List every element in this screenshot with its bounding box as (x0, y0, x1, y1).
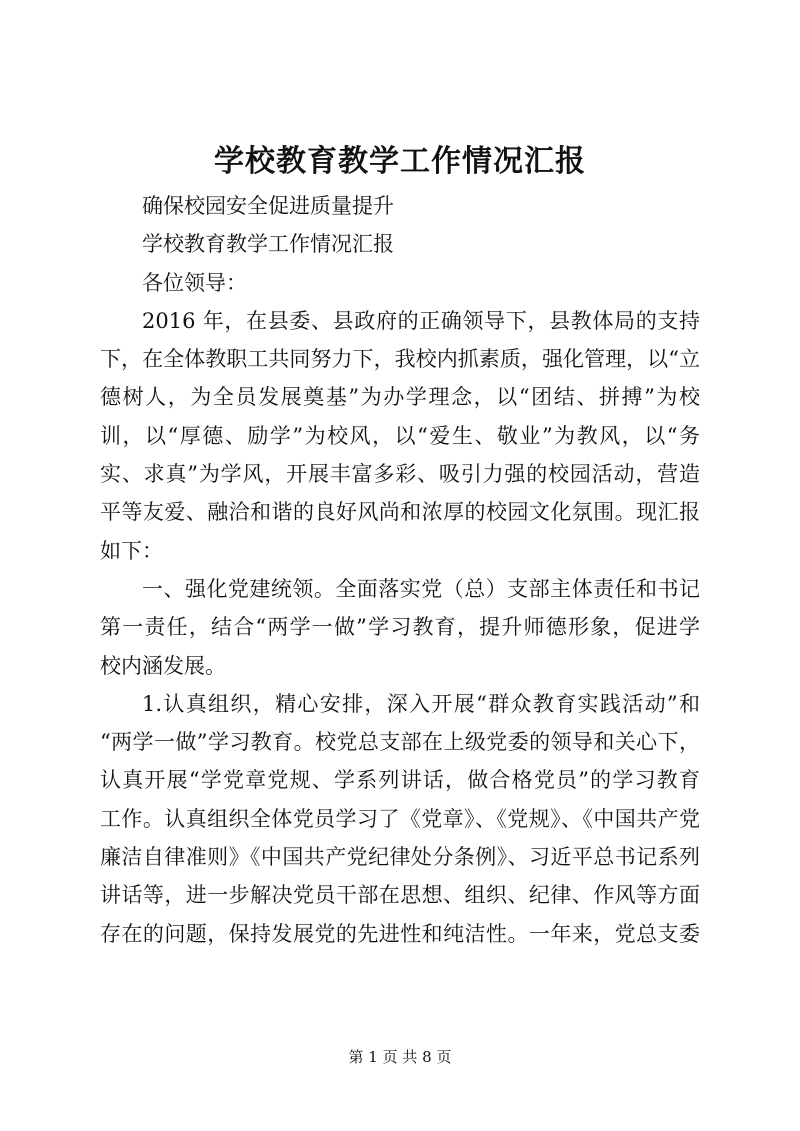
salutation-line: 各位领导： (142, 270, 247, 295)
paragraph-line: 下，在全体教职工共同努力下，我校内抓素质，强化管理，以“立 (100, 347, 700, 372)
paragraph-line: 讲话等，进一步解决党员干部在思想、组织、纪律、作风等方面 (100, 883, 700, 908)
report-title-line: 学校教育教学工作情况汇报 (142, 232, 394, 257)
paragraph-line: 德树人，为全员发展奠基”为办学理念，以“团结、拼搏”为校 (100, 385, 700, 410)
paragraph-line: 工作。认真组织全体党员学习了《党章》、《党规》、《中国共产党 (100, 806, 700, 831)
paragraph-line: 训，以“厚德、励学”为校风，以“爱生、敬业”为教风，以“务 (100, 423, 700, 448)
paragraph-line: 2016 年，在县委、县政府的正确领导下，县教体局的支持 (142, 308, 700, 333)
page-footer: 第 1 页 共 8 页 (348, 1048, 452, 1066)
paragraph-line: 廉洁自律准则》《中国共产党纪律处分条例》、习近平总书记系列 (100, 845, 700, 870)
paragraph-line: 存在的问题，保持发展党的先进性和纯洁性。一年来，党总支委 (100, 921, 700, 946)
document-title: 学校教育教学工作情况汇报 (214, 144, 586, 179)
paragraph-line: 校内涵发展。 (100, 653, 226, 678)
subtitle-line: 确保校园安全促进质量提升 (142, 194, 394, 218)
paragraph-line: 1.认真组织，精心安排，深入开展“群众教育实践活动”和 (142, 691, 700, 716)
paragraph-line: 认真开展“学党章党规、学系列讲话，做合格党员”的学习教育 (100, 768, 700, 793)
document-body (100, 187, 700, 953)
paragraph-line: 实、求真”为学风，开展丰富多彩、吸引力强的校园活动，营造 (100, 462, 700, 487)
paragraph-line: 第一责任，结合“两学一做”学习教育，提升师德形象，促进学 (100, 615, 700, 640)
paragraph-line: 平等友爱、融洽和谐的良好风尚和浓厚的校园文化氛围。现汇报 (100, 500, 700, 525)
paragraph-line: 一、强化党建统领。全面落实党（总）支部主体责任和书记 (142, 576, 700, 601)
paragraph-line: 如下： (100, 538, 163, 563)
paragraph-line: “两学一做”学习教育。校党总支部在上级党委的领导和关心下， (100, 730, 700, 755)
